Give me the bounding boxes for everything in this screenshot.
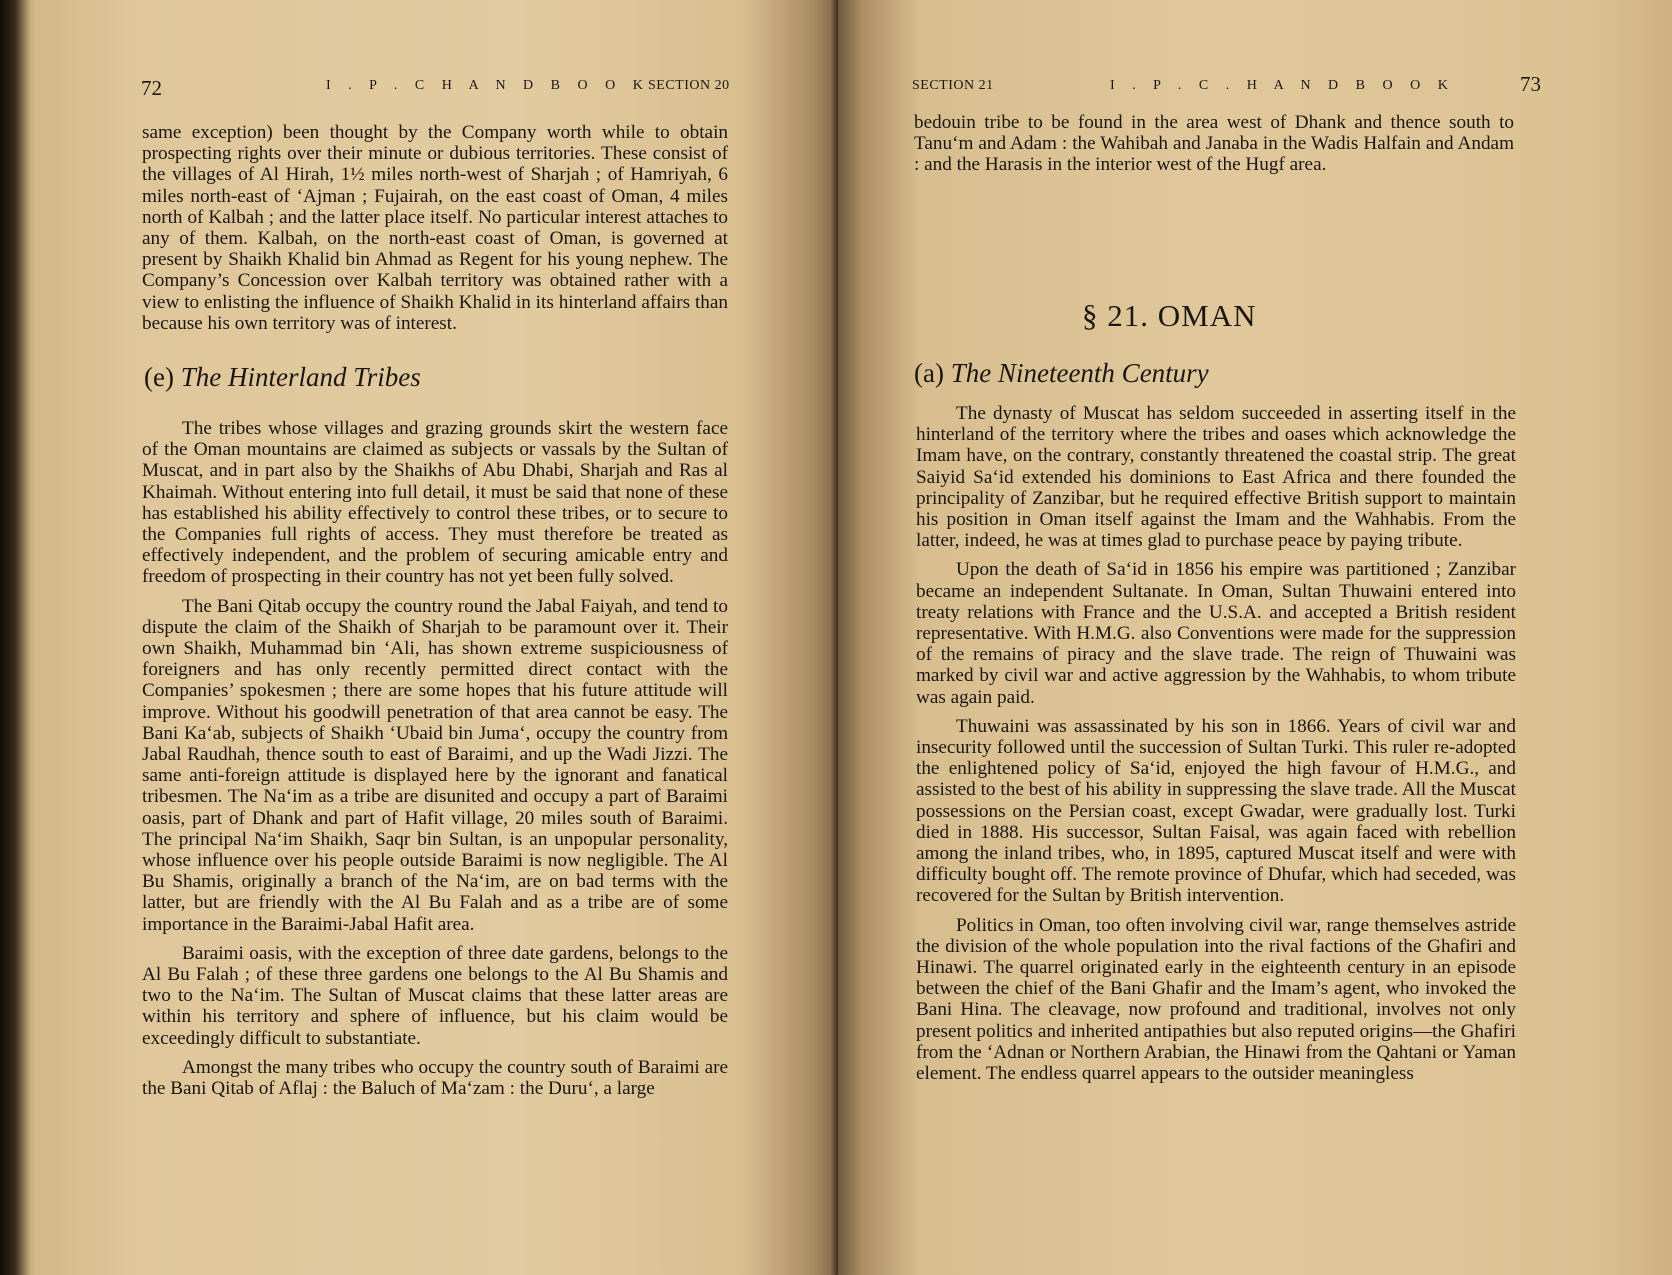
paragraph: Politics in Oman, too often involving civil war, range themselves astride the division of the whole population into the rival factions of the Ghafiri and Hinawi. The quarrel originated early in the eighteenth century in an episode between the chief of the Bani Ghafir and the Imam’s agent, who invoked the Bani Hina. The cleavage, now profound and traditional, involves not only present politics and inherited antipathies but also reputed origins—the Ghafiri from the ‘Adnan or Northern Arabian, the Hinawi from the Qahtani or Yaman element. The endless quarrel appears to the outsider meaningless — [916, 914, 1516, 1085]
paragraph: Upon the death of Sa‘id in 1856 his empire was partitioned ; Zanzibar became an independent Sultanate. In Oman, Sultan Thuwaini entered into treaty relations with France and the U.S.A. and accepted a British resident representative. With H.M.G. also Conventions were made for the suppression of the remains of piracy and the slave trade. The reign of Thuwaini was marked by civil war and active aggression by the Wahhabis, to whom tribute was again paid. — [916, 559, 1516, 708]
book-edge — [0, 0, 38, 1275]
paragraph-continued: bedouin tribe to be found in the area west of Dhank and thence south to Tanu‘m and Adam : the Wahibah and Janaba in the Wadis Halfain and Andam : and the Harasis in the interior west of the Hugf area. — [914, 112, 1514, 176]
page-number: 73 — [1520, 72, 1541, 96]
right-page — [838, 0, 1672, 1275]
paragraph: The tribes whose villages and grazing grounds skirt the western face of the Oman mountains are claimed as subjects or vassals by the Sultan of Muscat, and in part also by the Shaikhs of Abu Dhabi, Sharjah and Ras al Khaimah. Without entering into full detail, it must be said that none of these has established his ability effectively to control these tribes, or to secure to the Companies full rights of access. They must therefore be treated as effectively independent, and the problem of securing amicable entry and freedom of prospecting in their country has not yet been fully solved. — [142, 418, 728, 588]
subsection-heading — [144, 362, 421, 393]
body-text-top — [142, 122, 728, 334]
paragraph: The Bani Qitab occupy the country round the Jabal Faiyah, and tend to dispute the claim of the Shaikh of Sharjah to be paramount over it. Their own Shaikh, Muhammad bin ‘Ali, has shown extreme suspiciousness of foreigners and has only recently permitted direct contact with the Companies’ spokesmen ; there are some hopes that his future attitude will improve. Without his goodwill penetration of that area cannot be easy. The Bani Ka‘ab, subjects of Shaikh ‘Ubaid bin Juma‘, occupy the country from Jabal Raudhah, thence south to east of Baraimi, and up the Wadi Jizzi. The same anti-foreign attitude is displayed here by the ignorant and fanatical tribesmen. The Na‘im as a tribe are disunited and occupy a part of Baraimi oasis, part of Dhank and part of Hafit village, 20 miles south of Baraimi. The principal Na‘im Shaikh, Saqr bin Sultan, is an unpopular personality, whose influence over his people outside Baraimi is now negligible. The Al Bu Shamis, originally a branch of the Na‘im, are on bad terms with the latter, but are friendly with the Al Bu Falah and as a tribe are of some importance in the Baraimi-Jabal Hafit area. — [142, 595, 728, 935]
body-text-main — [916, 403, 1516, 1084]
page-number: 72 — [141, 76, 162, 100]
section-label: SECTION 21 — [912, 78, 994, 93]
subsection-letter: (e) — [144, 362, 174, 392]
subsection-title: The Nineteenth Century — [950, 358, 1209, 388]
subsection-letter: (a) — [914, 358, 944, 388]
subsection-heading — [914, 358, 1209, 389]
body-text-main — [142, 418, 728, 1099]
left-page — [38, 0, 838, 1275]
paragraph: Thuwaini was assassinated by his son in 1866. Years of civil war and insecurity followed until the succession of Sultan Turki. This ruler re-adopted the enlightened policy of Sa‘id, enjoyed the high favour of H.M.G., and assisted to the best of his ability in suppressing the slave trade. All the Muscat possessions on the Persian coast, except Gwadar, were gradually lost. Turki died in 1888. His successor, Sultan Faisal, was again faced with rebellion among the inland tribes, who, in 1895, captured Muscat itself and were with difficulty bought off. The remote province of Dhufar, which had seceded, was recovered for the Sultan by British intervention. — [916, 715, 1516, 907]
section-label: SECTION 20 — [648, 78, 730, 93]
running-head: I . P . C . H A N D B O O K — [1110, 78, 1455, 93]
body-text-top — [914, 112, 1514, 176]
paragraph: Amongst the many tribes who occupy the country south of Baraimi are the Bani Qitab of Aflaj : the Baluch of Ma‘zam : the Duru‘, a large — [142, 1056, 728, 1100]
subsection-title: The Hinterland Tribes — [180, 362, 421, 392]
running-head: I . P . C H A N D B O O K — [326, 78, 650, 93]
paragraph-continued: same exception) been thought by the Company worth while to obtain prospecting rights over their minute or dubious territories. These consist of the villages of Al Hirah, 1½ miles north-west of Sharjah ; of Hamriyah, 6 miles north-east of ‘Ajman ; Fujairah, on the east coast of Oman, 4 miles north of Kalbah ; and the latter place itself. No particular interest attaches to any of them. Kalbah, on the north-east coast of Oman, is governed at present by Shaikh Khalid bin Ahmad as Regent for his young nephew. The Company’s Concession over Kalbah territory was obtained rather with a view to enlisting the influence of Shaikh Khalid in its hinterland affairs than because his own territory was of interest. — [142, 122, 728, 334]
paragraph: The dynasty of Muscat has seldom succeeded in asserting itself in the hinterland of the territory where the tribes and oases which acknowledge the Imam have, on the contrary, constantly threatened the coastal strip. The great Saiyid Sa‘id extended his dominions to East Africa and there founded the principality of Zanzibar, but he required effective British support to maintain his position in Oman itself against the Imam and the Wahhabis. From the latter, indeed, he was at times glad to purchase peace by paying tribute. — [916, 403, 1516, 552]
section-title: § 21. OMAN — [1082, 298, 1257, 333]
paragraph: Baraimi oasis, with the exception of three date gardens, belongs to the Al Bu Falah ; of these three gardens one belongs to the Al Bu Shamis and two to the Na‘im. The Sultan of Muscat claims that these latter areas are within his territory and sphere of influence, but his claim would be exceedingly difficult to substantiate. — [142, 942, 728, 1049]
